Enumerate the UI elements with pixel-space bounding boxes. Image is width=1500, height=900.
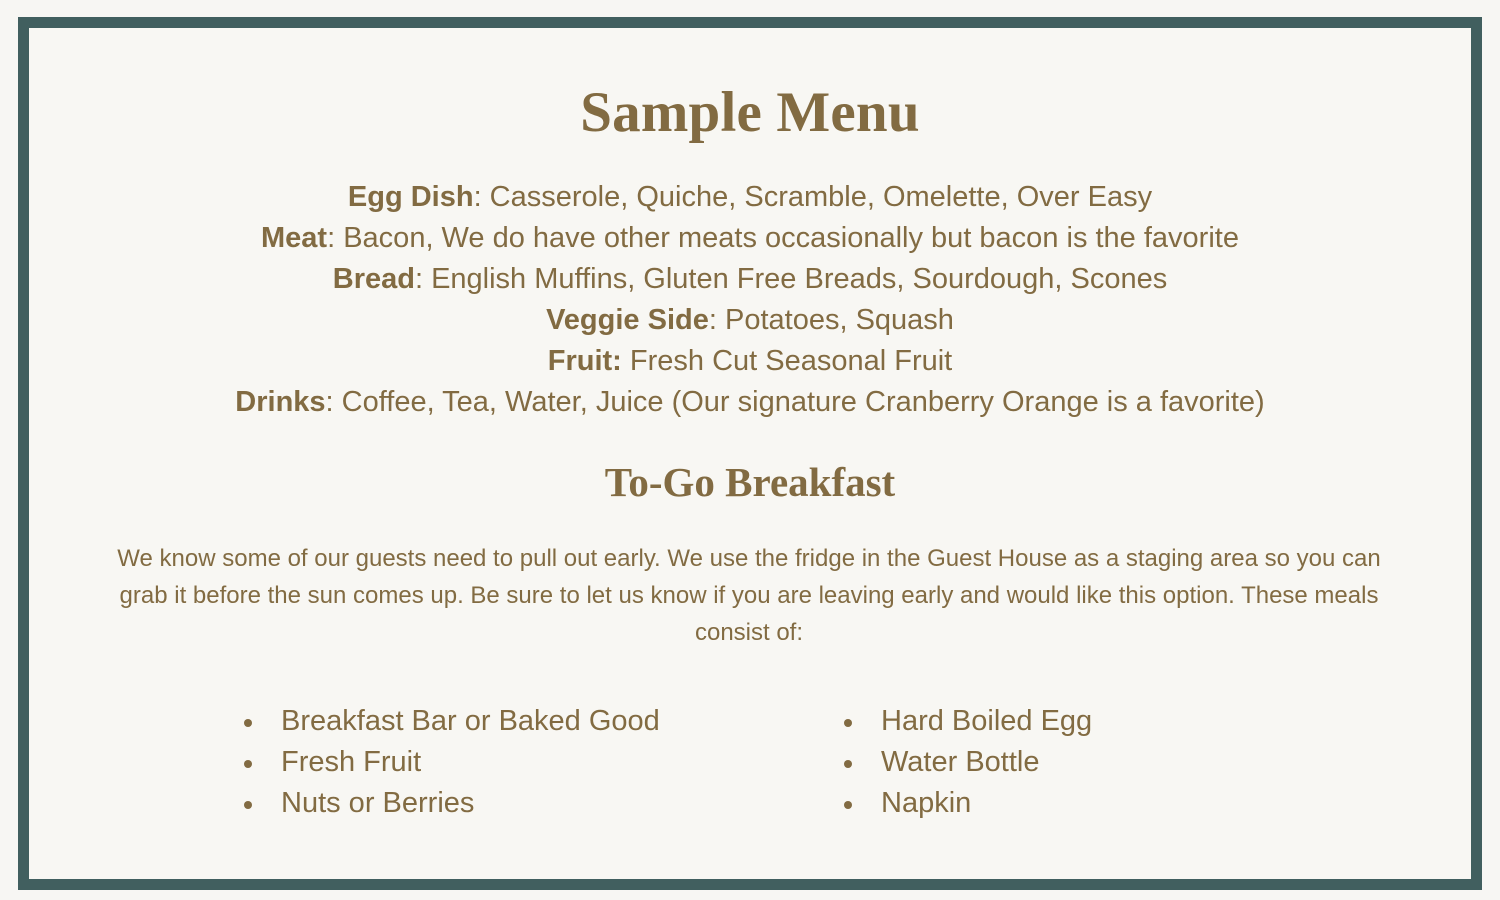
- menu-separator: :: [473, 181, 482, 213]
- menu-separator: :: [414, 263, 424, 295]
- menu-separator: :: [708, 304, 717, 336]
- menu-label: Veggie Side: [546, 304, 709, 336]
- menu-text: Casserole, Quiche, Scramble, Omelette, Over Easy: [481, 181, 1153, 213]
- to-go-list-right: [844, 701, 1092, 824]
- menu-label: Bread: [332, 263, 415, 295]
- list-item-label: Hard Boiled Egg: [881, 705, 1093, 737]
- menu-text: Bacon, We do have other meats occasionally but bacon is the favorite: [335, 222, 1239, 254]
- menu-content: [29, 28, 1471, 879]
- list-item: [844, 783, 1092, 824]
- bullet-icon: [844, 760, 852, 768]
- menu-text: Coffee, Tea, Water, Juice (Our signature Cranberry Orange is a favorite): [333, 386, 1265, 418]
- bullet-icon: [844, 801, 852, 809]
- page-title: Sample Menu: [580, 81, 920, 144]
- menu-text: English Muffins, Gluten Free Breads, Sourdough, Scones: [423, 263, 1168, 295]
- list-item-label: Nuts or Berries: [281, 787, 475, 819]
- list-item-label: Breakfast Bar or Baked Good: [281, 705, 660, 737]
- menu-label: Fruit:: [547, 345, 622, 377]
- menu-line-meat: [29, 218, 1471, 259]
- menu-line-fruit: [29, 341, 1471, 382]
- list-item: [244, 783, 660, 824]
- menu-line-drinks: [29, 382, 1471, 423]
- bullet-icon: [244, 719, 252, 727]
- menu-line-veggie-side: [29, 300, 1471, 341]
- menu-separator: :: [325, 386, 334, 418]
- bullet-icon: [244, 801, 252, 809]
- menu-card: [18, 17, 1482, 890]
- menu-items: [29, 177, 1471, 423]
- menu-line-egg-dish: [29, 177, 1471, 218]
- menu-text: Potatoes, Squash: [716, 304, 954, 336]
- to-go-title: To-Go Breakfast: [604, 459, 896, 505]
- list-item: [244, 742, 660, 783]
- list-item-label: Napkin: [881, 787, 972, 819]
- bullet-icon: [844, 719, 852, 727]
- menu-text: Fresh Cut Seasonal Fruit: [621, 345, 953, 377]
- to-go-description: We know some of our guests need to pull out early. We use the fridge in the Guest House as a staging area so you can grab it before the sun comes up. Be sure to let us know if you are leaving early and would like this option. These meals consist of:: [117, 545, 1381, 646]
- list-item-label: Fresh Fruit: [281, 746, 422, 778]
- menu-line-bread: [29, 259, 1471, 300]
- list-item-label: Water Bottle: [881, 746, 1040, 778]
- menu-label: Egg Dish: [347, 181, 474, 213]
- to-go-list-left: [244, 701, 660, 824]
- list-item: [844, 701, 1092, 742]
- menu-label: Drinks: [235, 386, 326, 418]
- menu-label: Meat: [261, 222, 328, 254]
- list-item: [244, 701, 660, 742]
- bullet-icon: [244, 760, 252, 768]
- menu-separator: :: [327, 222, 336, 254]
- list-item: [844, 742, 1092, 783]
